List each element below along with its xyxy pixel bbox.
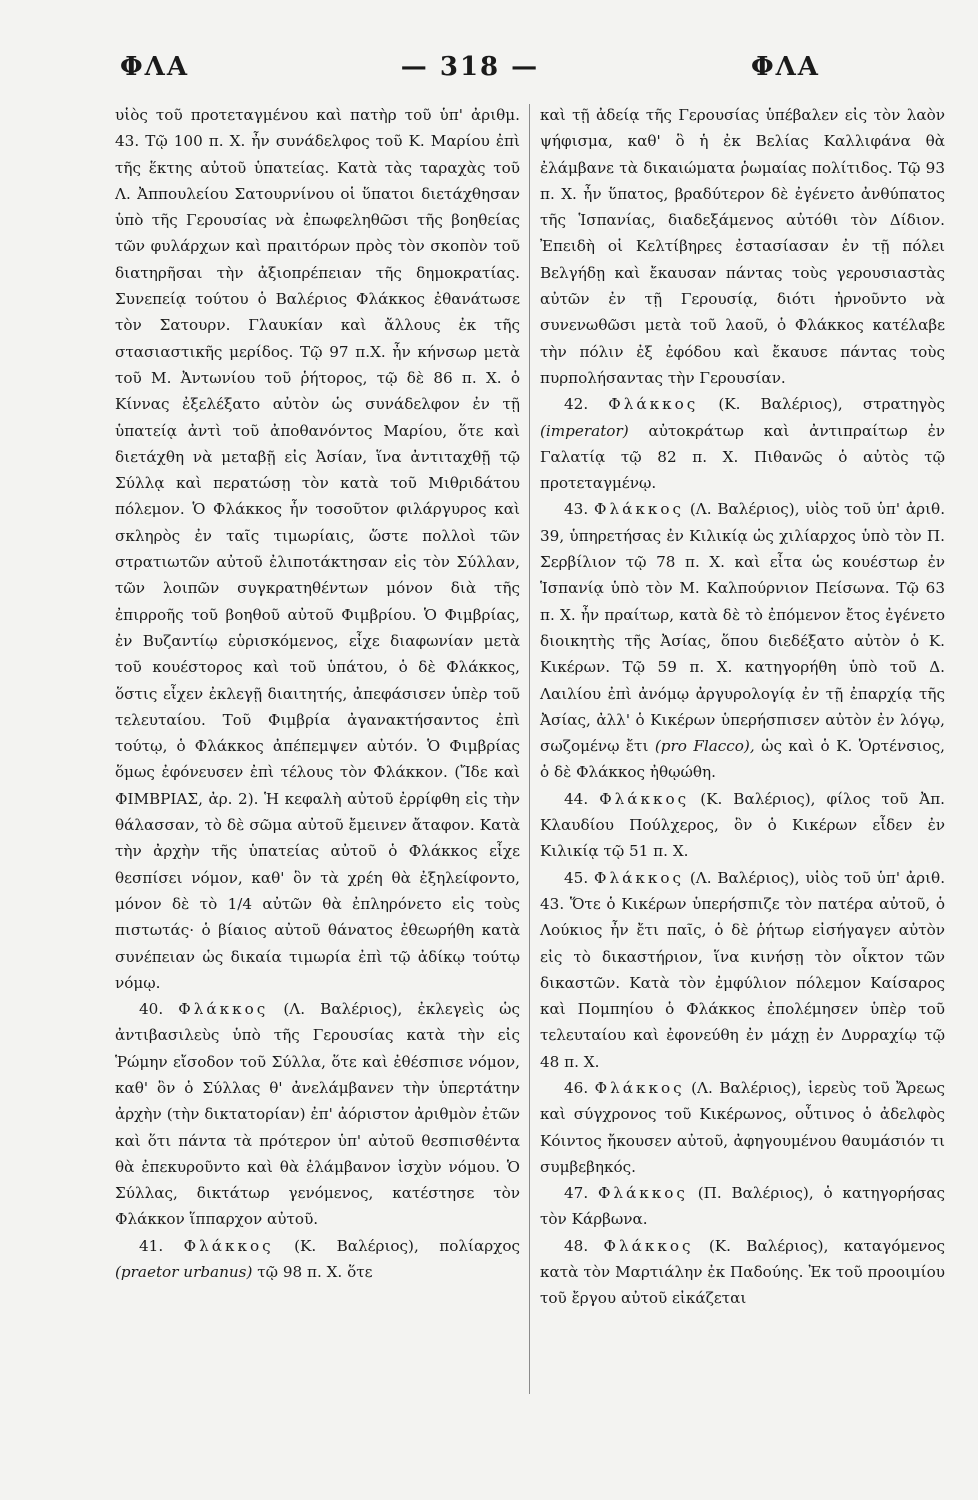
entry-number: 42. <box>564 395 589 414</box>
left-column <box>115 102 520 1285</box>
entry-39-continuation <box>115 102 520 996</box>
page-header <box>120 52 820 82</box>
right-column <box>540 102 945 1312</box>
entry-text: (Κ. Βαλέριος), πολίαρχος <box>294 1236 521 1255</box>
latin-term: (praetor urbanus) <box>115 1263 253 1282</box>
entry-number: 48. <box>564 1236 589 1255</box>
entry-headword: Φλάκκος <box>597 1184 688 1203</box>
entry-number: 46. <box>564 1078 589 1097</box>
entry-text: (Λ. Βαλέριος), ἐκλεγεὶς ὡς ἀντιβασιλεὺς ὑπὸ τῆς Γερουσίας κατὰ τὴν εἰς Ῥώμην εἴσοδον τοῦ Σύλλα, ὅτε καὶ ἐθέσπισε νόμον, καθ' ὃν ὁ Σύλλας θ' ἀνελάμβανεν τὴν ὑπερτάτην ἀρχὴν (τὴν δικτατορίαν) ἐπ' ἀόριστον ἀριθμὸν ἐτῶν καὶ ὅτι πάντα τὰ πρότερον ὑπ' αὐτοῦ θεσπισθέντα θὰ ἐπεκυροῦντο καὶ θὰ ἐλάμβανον ἰσχὺν νόμου. Ὁ Σύλλας, δικτάτωρ γενόμενος, κατέστησε τὸν Φλάκκον ἵππαρχον αὐτοῦ. <box>115 1000 521 1229</box>
entry-number: 45. <box>564 868 589 887</box>
entry-text: τῷ 98 π. Χ. ὅτε <box>257 1263 373 1282</box>
header-left-keyword: ΦΛΑ <box>120 52 189 82</box>
entry-headword: Φλάκκος <box>594 1078 685 1097</box>
entry-text: (Λ. Βαλέριος), ἱερεὺς τοῦ Ἄρεως καὶ σύγχρονος τοῦ Κικέρωνος, οὗτινος ὁ ἀδελφὸς Κόιντος ἤκουσεν αὐτοῦ, ἀφηγουμένου θαυμάσιόν τι συμβεβηκός. <box>540 1078 945 1176</box>
entry-41 <box>115 1233 520 1286</box>
entry-number: 43. <box>564 500 589 519</box>
entry-text: (Λ. Βαλέριος), υἱὸς τοῦ ὑπ' ἀριθ. 43. Ὅτε ὁ Κικέρων ὑπερήσπιζε τὸν πατέρα αὐτοῦ, ὁ Λούκιος ἦν ἔτι παῖς, ὁ δὲ ῥήτωρ εἰσήγαγεν αὐτὸν εἰς τὸ δικαστήριον, ἵνα κινήσῃ τὸν οἶκτον τῶν δικαστῶν. Κατὰ τὸν ἐμφύλιον πόλεμον Καίσαρος καὶ Πομπηίου ὁ Φλάκκος ἐπολέμησεν ὑπὲρ τοῦ τελευταίου καὶ ἐφονεύθη ἐν μάχῃ ἐν Δυρραχίῳ τῷ 48 π. Χ. <box>540 868 946 1071</box>
entry-headword: Φλάκκος <box>178 1000 269 1019</box>
fraction: 1/4 <box>227 894 253 913</box>
page-number: — 318 — <box>400 52 540 82</box>
entry-number: 40. <box>139 1000 164 1019</box>
column-divider <box>529 104 530 1394</box>
latin-term: (pro Flacco), <box>654 737 755 756</box>
entry-number: 44. <box>564 789 589 808</box>
entry-text: υἱὸς τοῦ προτεταγμένου καὶ πατὴρ τοῦ ὑπ' ἀριθμ. 43. Τῷ 100 π. Χ. ἦν συνάδελφος τοῦ Κ. Μαρίου ἐπὶ τῆς ἕκτης αὐτοῦ ὑπατείας. Κατὰ τὰς ταραχὰς τοῦ Λ. Ἀππουλείου Σατουρνίνου οἱ ὕπατοι διετάχθησαν ὑπὸ τῆς Γερουσίας νὰ ἐπωφεληθῶσι τῆς βοηθείας τῶν φυλάρχων καὶ πραιτόρων πρὸς τὸν σκοπὸν τοῦ διατηρῆσαι τὴν ἀξιοπρέπειαν τῆς δημοκρατίας. Συνεπείᾳ τούτου ὁ Βαλέριος Φλάκκος ἐθανάτωσε τὸν Σατουρν. Γλαυκίαν καὶ ἄλλους ἐκ τῆς στασιαστικῆς μερίδος. Τῷ 97 π.Χ. ἦν κήνσωρ μετὰ τοῦ Μ. Ἀντωνίου τοῦ ῥήτορος, τῷ δὲ 86 π. Χ. ὁ Κίννας ἐξελέξατο αὐτὸν ὡς συνάδελφον ἐν τῇ ὑπατείᾳ ἀντὶ τοῦ ἀποθανόντος Μαρίου, ὅτε καὶ διετάχθη νὰ μεταβῇ εἰς Ἀσίαν, ἵνα ἀντιταχθῇ τῷ Σύλλᾳ καὶ περατώσῃ τὸν κατὰ τοῦ Μιθριδάτου πόλεμον. Ὁ Φλάκκος ἦν τοσοῦτον φιλάργυρος καὶ σκληρὸς ἐν ταῖς τιμωρίαις, ὥστε πολλοὶ τῶν στρατιωτῶν αὐτοῦ ἐλιποτάκτησαν εἰς τὸν Σύλλαν, τῶν λοιπῶν συγκρατηθέντων μόνον διὰ τῆς ἐπιρροῆς τοῦ βοηθοῦ αὐτοῦ Φιμβρίου. Ὁ Φιμβρίας, ἐν Βυζαντίῳ εὑρισκόμενος, εἶχε διαφωνίαν μετὰ τοῦ κουέστορος καὶ τοῦ ὑπάτου, ὁ δὲ Φλάκκος, ὅστις εἶχεν ἐκλεγῇ διαιτητής, ἀπεφάσισεν ὑπὲρ τοῦ τελευταίου. Τοῦ Φιμβρία ἀγανακτήσαντος ἐπὶ τούτῳ, ὁ Φλάκκος ἀπέπεμψεν αὐτόν. Ὁ Φιμβρίας ὅμως ἐφόνευσεν ἐπὶ τέλους τὸν Φλάκκον. (Ἴδε καὶ ΦΙΜΒΡΙΑΣ, ἀρ. 2). Ἡ κεφαλὴ αὐτοῦ ἐρρίφθη εἰς τὴν θάλασσαν, τὸ δὲ σῶμα αὐτοῦ ἔμεινεν ἄταφον. Κατὰ τὴν ἀρχὴν τῆς ὑπατείας αὐτοῦ ὁ Φλάκκος εἶχε θεσπίσει νόμον, καθ' ὃν τὰ χρέη θὰ ἐξηλείφοντο, μόνον δὲ τὸ <box>115 106 520 913</box>
entry-headword: Φλάκκος <box>599 789 690 808</box>
entry-46 <box>540 1075 945 1180</box>
entry-text: αὐτοκράτωρ καὶ ἀντιπραίτωρ ἐν Γαλατίᾳ τῷ 82 π. Χ. Πιθανῶς ὁ αὐτὸς τῷ προτεταγμένῳ. <box>540 421 946 493</box>
entry-text: (Π. Βαλέριος), ὁ κατηγορήσας τὸν Κάρβωνα. <box>540 1184 945 1229</box>
entry-text: (Κ. Βαλέριος), στρατηγὸς <box>718 395 946 414</box>
entry-headword: Φλάκκος <box>594 868 684 887</box>
entry-47 <box>540 1180 945 1233</box>
entry-text: ὡς καὶ ὁ Κ. Ὁρτένσιος, ὁ δὲ Φλάκκος ἠθῳώθη. <box>540 737 945 782</box>
entry-text: (Κ. Βαλέριος), φίλος τοῦ Ἀπ. Κλαυδίου Πούλχερος, ὃν ὁ Κικέρων εἶδεν ἐν Κιλικίᾳ τῷ 51 π. Χ. <box>540 789 946 861</box>
entry-48 <box>540 1233 945 1312</box>
latin-term: (imperator) <box>540 421 629 440</box>
entry-number: 47. <box>564 1184 589 1203</box>
entry-43 <box>540 496 945 785</box>
entry-text: (Κ. Βαλέριος), καταγόμενος κατὰ τὸν Μαρτιάλην ἐκ Παδούης. Ἐκ τοῦ προοιμίου τοῦ ἔργου αὐτοῦ εἰκάζεται <box>540 1236 946 1308</box>
entry-42 <box>540 391 945 496</box>
entry-44 <box>540 786 945 865</box>
header-right-keyword: ΦΛΑ <box>750 52 820 82</box>
entry-headword: Φλάκκος <box>608 395 699 414</box>
entry-number: 41. <box>139 1236 164 1255</box>
entry-45 <box>540 865 945 1075</box>
entry-headword: Φλάκκος <box>594 500 684 519</box>
entry-41-continuation: καὶ τῇ ἀδείᾳ τῆς Γερουσίας ὑπέβαλεν εἰς τὸν λαὸν ψήφισμα, καθ' ὃ ἡ ἐκ Βελίας Καλλιφάνα θὰ ἐλάμβανε τὰ δικαιώματα ῥωμαίας πολίτιδος. Τῷ 93 π. Χ. ἦν ὕπατος, βραδύτερον δὲ ἐγένετο ἀνθύπατος τῆς Ἱσπανίας, διαδεξάμενος αὐτόθι τὸν Δίδιον. Ἐπειδὴ οἱ Κελτίβηρες ἐστασίασαν ἐν τῇ πόλει Βελγήδῃ καὶ ἔκαυσαν πάντας τοὺς γερουσιαστὰς αὐτῶν ἐν τῇ Γερουσίᾳ, διότι ἠρνοῦντο νὰ συνενωθῶσι μετὰ τοῦ λαοῦ, ὁ Φλάκκος κατέλαβε τὴν πόλιν ἐξ ἐφόδου καὶ ἔκαυσε πάντας τοὺς πυρπολήσαντας τὴν Γερουσίαν. <box>540 106 945 387</box>
entry-text: αὐτῶν θὰ ἐπληρόνετο εἰς τοὺς πιστωτάς· ὁ βίαιος αὐτοῦ θάνατος ἐθεωρήθη κατὰ συνέπειαν ὡς δικαία τιμωρία ἐπὶ τῷ ἀδίκῳ τούτῳ νόμῳ. <box>115 894 521 992</box>
entry-text: (Λ. Βαλέριος), υἱὸς τοῦ ὑπ' ἀριθ. 39, ὑπηρετήσας ἐν Κιλικίᾳ ὡς χιλίαρχος ὑπὸ τὸν Π. Σερβίλιον τῷ 78 π. Χ. καὶ εἶτα ὡς κουέστωρ ἐν Ἱσπανίᾳ ὑπὸ τὸν Μ. Καλπούρνιον Πείσωνα. Τῷ 63 π. Χ. ἦν πραίτωρ, κατὰ δὲ τὸ ἐπόμενον ἔτος ἐγένετο διοικητὴς τῆς Ἀσίας, ὅπου διεδέξατο αὐτὸν ὁ Κ. Κικέρων. Τῷ 59 π. Χ. κατηγορήθη ὑπὸ τοῦ Δ. Λαιλίου ἐπὶ ἀνόμῳ ἀργυρολογίᾳ ἐν τῇ ἐπαρχίᾳ τῆς Ἀσίας, ἀλλ' ὁ Κικέρων ὑπερήσπισεν αὐτὸν ἐν λόγῳ, σωζομένῳ ἔτι <box>540 500 946 756</box>
entry-headword: Φλάκκος <box>603 1236 694 1255</box>
entry-headword: Φλάκκος <box>183 1236 274 1255</box>
entry-40 <box>115 996 520 1233</box>
